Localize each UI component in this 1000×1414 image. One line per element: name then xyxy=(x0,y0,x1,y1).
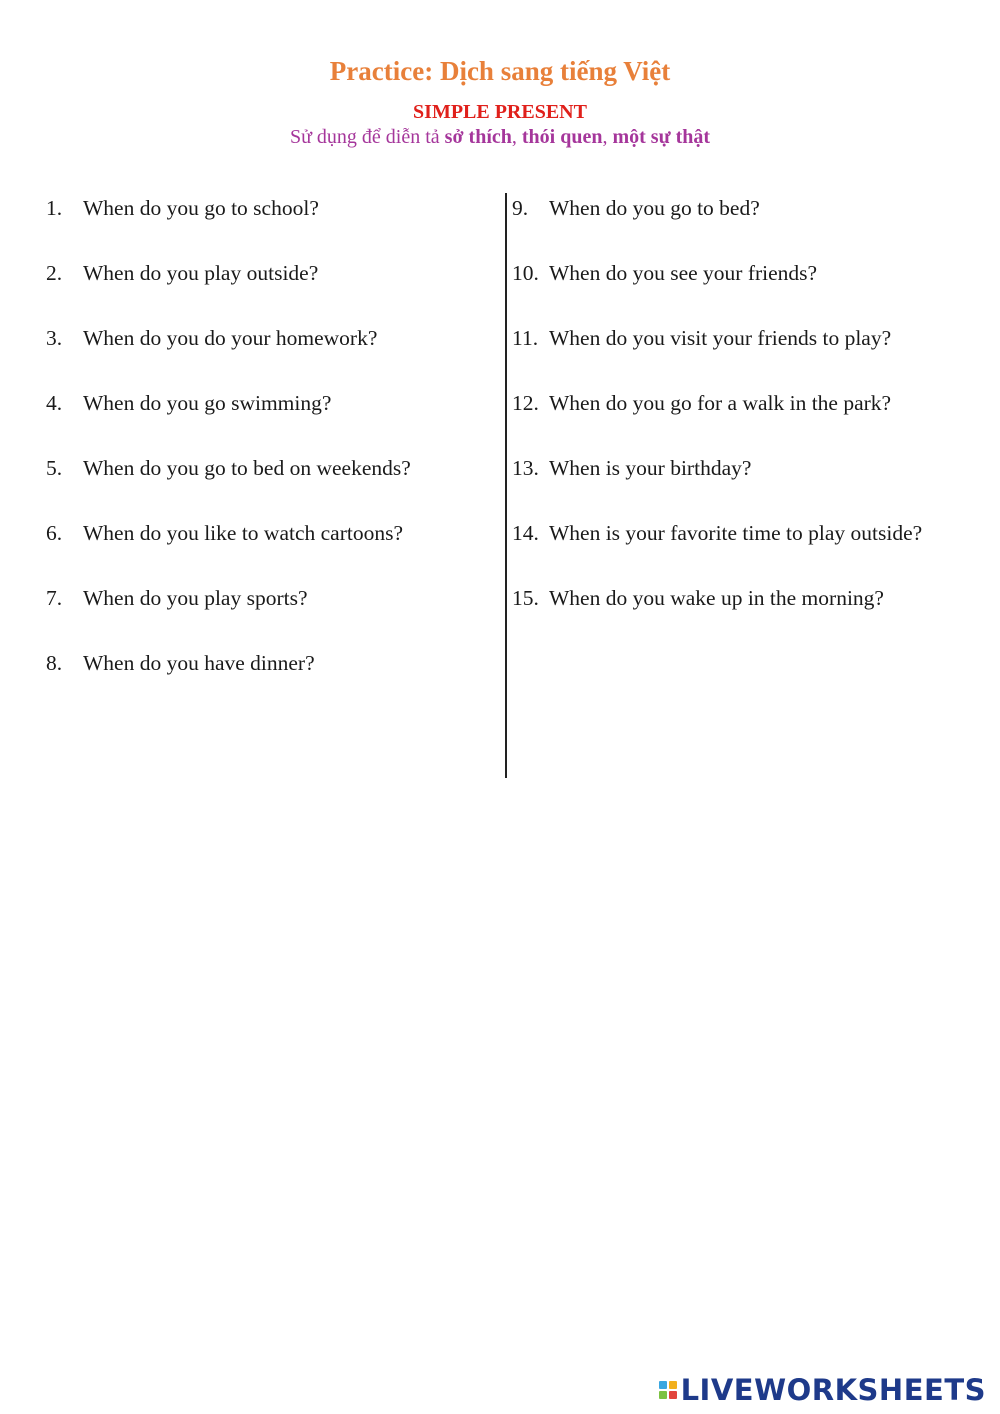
questions-left-column xyxy=(46,193,496,713)
question-number: 15. xyxy=(512,586,539,610)
question-item xyxy=(512,323,982,388)
question-item xyxy=(46,453,496,518)
question-number: 12. xyxy=(512,391,539,415)
question-number: 8. xyxy=(46,651,63,675)
question-item xyxy=(46,388,496,453)
logo-tile xyxy=(669,1381,677,1389)
question-number: 5. xyxy=(46,456,63,480)
question-number: 4. xyxy=(46,391,63,415)
questions-right-column xyxy=(512,193,982,648)
question-text: When do you go swimming? xyxy=(83,391,332,415)
logo-tile xyxy=(669,1391,677,1399)
question-item xyxy=(512,453,982,518)
question-item xyxy=(512,258,982,323)
question-item xyxy=(46,193,496,258)
question-text: When do you go to bed on weekends? xyxy=(83,456,411,480)
question-text: When do you do your homework? xyxy=(83,326,378,350)
question-item xyxy=(512,583,982,648)
question-text: When do you go for a walk in the park? xyxy=(549,391,892,415)
question-text: When do you play outside? xyxy=(83,261,319,285)
question-text: When is your favorite time to play outside? xyxy=(549,521,923,545)
question-item xyxy=(46,323,496,388)
question-text: When do you go to bed? xyxy=(549,196,760,220)
question-number: 14. xyxy=(512,521,539,545)
usage-prefix: Sử dụng để diễn tả xyxy=(289,126,445,148)
question-text: When do you have dinner? xyxy=(83,651,315,675)
question-item xyxy=(512,193,982,258)
question-text: When do you wake up in the morning? xyxy=(549,586,884,610)
logo-text: LIVEWORKSHEETS xyxy=(680,1373,986,1407)
usage-item-hobby: sở thích xyxy=(444,126,512,148)
question-number: 13. xyxy=(512,456,539,480)
question-text: When do you like to watch cartoons? xyxy=(83,521,404,545)
logo-tile xyxy=(659,1381,667,1389)
question-item xyxy=(46,258,496,323)
question-text: When do you go to school? xyxy=(83,196,319,220)
usage-separator: , xyxy=(602,126,613,148)
question-item xyxy=(512,388,982,453)
question-number: 11. xyxy=(512,326,539,350)
question-number: 3. xyxy=(46,326,63,350)
question-text: When do you see your friends? xyxy=(549,261,818,285)
question-text: When do you play sports? xyxy=(83,586,308,610)
question-number: 2. xyxy=(46,261,63,285)
question-item xyxy=(46,583,496,648)
question-item xyxy=(46,518,496,583)
question-number: 7. xyxy=(46,586,63,610)
question-text: When is your birthday? xyxy=(549,456,752,480)
usage-item-fact: một sự thật xyxy=(612,126,711,148)
worksheet-subtitle: SIMPLE PRESENT xyxy=(413,101,587,123)
column-divider xyxy=(505,193,507,778)
usage-note xyxy=(0,126,1000,149)
usage-separator: , xyxy=(511,126,522,148)
liveworksheets-logo[interactable] xyxy=(659,1373,986,1407)
question-number: 1. xyxy=(46,196,63,220)
usage-item-habit: thói quen xyxy=(521,126,603,148)
liveworksheets-logo-icon xyxy=(659,1381,677,1399)
logo-tile xyxy=(659,1391,667,1399)
worksheet-title: Practice: Dịch sang tiếng Việt xyxy=(329,56,671,86)
question-item xyxy=(512,518,982,583)
question-item xyxy=(46,648,496,713)
question-number: 9. xyxy=(512,196,529,220)
question-number: 6. xyxy=(46,521,63,545)
question-number: 10. xyxy=(512,261,539,285)
question-text: When do you visit your friends to play? xyxy=(549,326,892,350)
